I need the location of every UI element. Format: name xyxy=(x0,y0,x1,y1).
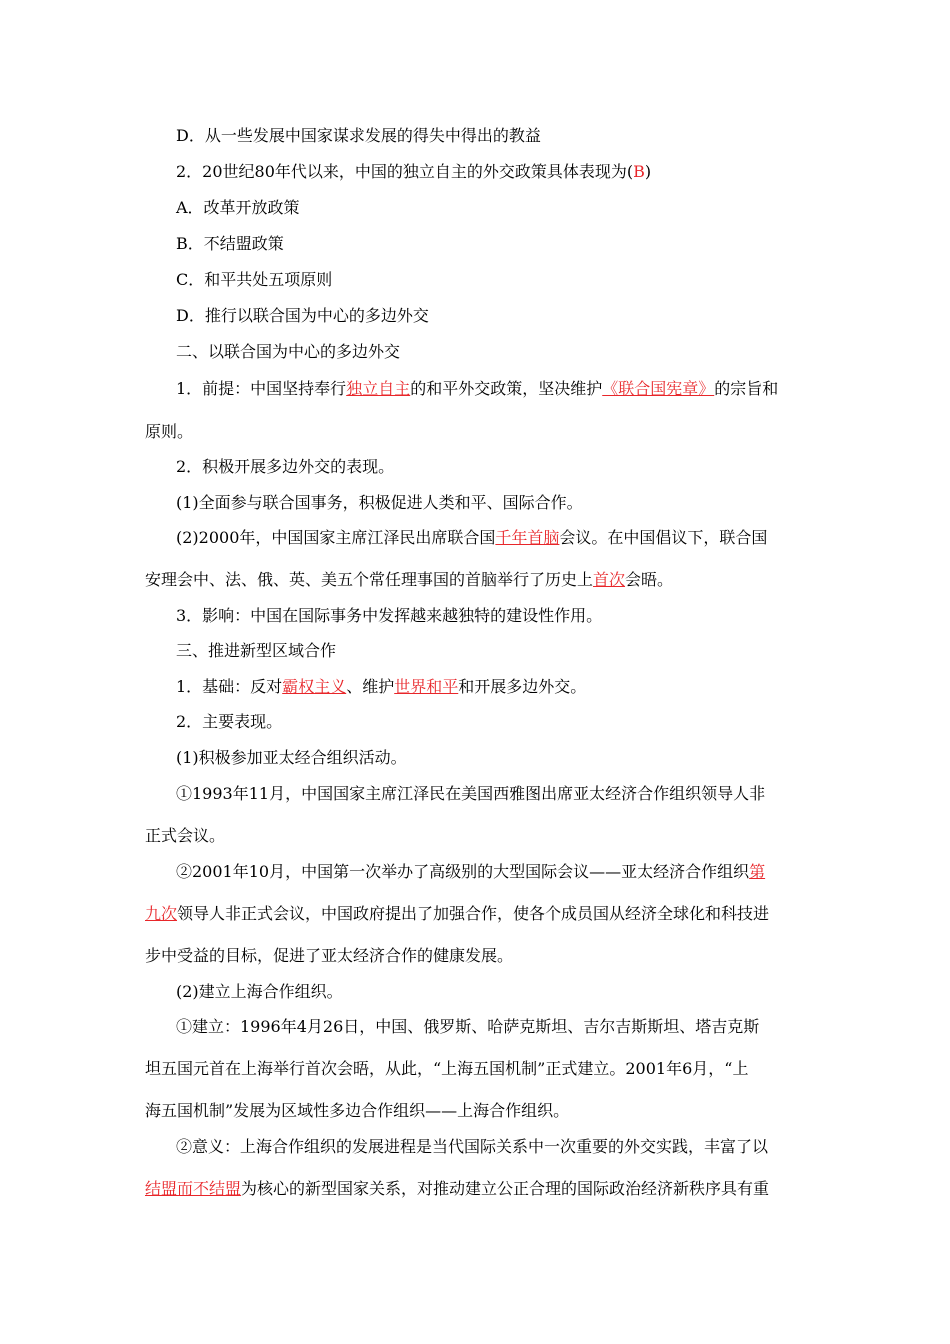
section-heading-3: 三、推进新型区域合作 xyxy=(176,641,337,660)
subpoint-1: (1)全面参与联合国事务，积极促进人类和平、国际合作。 xyxy=(176,493,583,512)
premise-line-cont: 原则。 xyxy=(145,422,194,441)
highlight-term: 世界和平 xyxy=(394,677,459,696)
option-c: C．和平共处五项原则 xyxy=(176,270,333,289)
apec-heading: (1)积极参加亚太经合组织活动。 xyxy=(176,748,407,767)
subpoint-2: (2)2000年，中国国家主席江泽民出席联合国千年首脑会议。在中国倡议下，联合国 xyxy=(176,528,768,547)
highlight-term: 首次 xyxy=(593,570,626,589)
option-d: D．推行以联合国为中心的多边外交 xyxy=(176,306,429,325)
apec-item-1-cont: 正式会议。 xyxy=(145,826,226,845)
sco-heading: (2)建立上海合作组织。 xyxy=(176,982,343,1001)
point-3: 3．影响：中国在国际事务中发挥越来越独特的建设性作用。 xyxy=(176,606,603,625)
apec-item-2-cont2: 步中受益的目标，促进了亚太经济合作的健康发展。 xyxy=(145,946,514,965)
sco-item-2: ②意义：上海合作组织的发展进程是当代国际关系中一次重要的外交实践，丰富了以 xyxy=(176,1137,769,1156)
sco-item-1-cont2: 海五国机制”发展为区域性多边合作组织——上海合作组织。 xyxy=(145,1101,570,1120)
highlight-term: 千年首脑 xyxy=(495,528,560,547)
highlight-term: 霸权主义 xyxy=(282,677,347,696)
option-d-q1: D．从一些发展中国家谋求发展的得失中得出的教益 xyxy=(176,126,541,145)
highlight-term: 结盟而不结盟 xyxy=(145,1179,242,1198)
option-b: B．不结盟政策 xyxy=(176,234,284,253)
highlight-term: 独立自主 xyxy=(346,379,411,398)
option-a: A．改革开放政策 xyxy=(176,198,300,217)
highlight-term: 《联合国宪章》 xyxy=(602,379,715,398)
sco-item-2-cont: 结盟而不结盟为核心的新型国家关系，对推动建立公正合理的国际政治经济新秩序具有重 xyxy=(145,1179,770,1198)
highlight-term: 第 xyxy=(749,862,766,881)
apec-item-2-cont: 九次领导人非正式会议，中国政府提出了加强合作，使各个成员国从经济全球化和科技进 xyxy=(145,904,770,923)
question-2: 2．20世纪80年代以来，中国的独立自主的外交政策具体表现为(B) xyxy=(176,162,652,181)
main-performance: 2．主要表现。 xyxy=(176,712,283,731)
apec-item-1: ①1993年11月，中国国家主席江泽民在美国西雅图出席亚太经济合作组织领导人非 xyxy=(176,784,766,803)
sco-item-1-cont: 坦五国元首在上海举行首次会晤，从此，“上海五国机制”正式建立。2001年6月，“上 xyxy=(145,1059,749,1078)
answer-mark: B xyxy=(633,162,645,181)
subpoint-2-cont: 安理会中、法、俄、英、美五个常任理事国的首脑举行了历史上首次会晤。 xyxy=(145,570,674,589)
highlight-term: 九次 xyxy=(145,904,178,923)
premise-line: 1．前提：中国坚持奉行独立自主的和平外交政策，坚决维护《联合国宪章》的宗旨和 xyxy=(176,379,779,398)
section-heading-2: 二、以联合国为中心的多边外交 xyxy=(176,342,401,361)
point-2: 2．积极开展多边外交的表现。 xyxy=(176,457,395,476)
apec-item-2: ②2001年10月，中国第一次举办了高级别的大型国际会议——亚太经济合作组织第 xyxy=(176,862,766,881)
sco-item-1: ①建立：1996年4月26日，中国、俄罗斯、哈萨克斯坦、吉尔吉斯斯坦、塔吉克斯 xyxy=(176,1017,760,1036)
basis-line: 1．基础：反对霸权主义、维护世界和平和开展多边外交。 xyxy=(176,677,587,696)
